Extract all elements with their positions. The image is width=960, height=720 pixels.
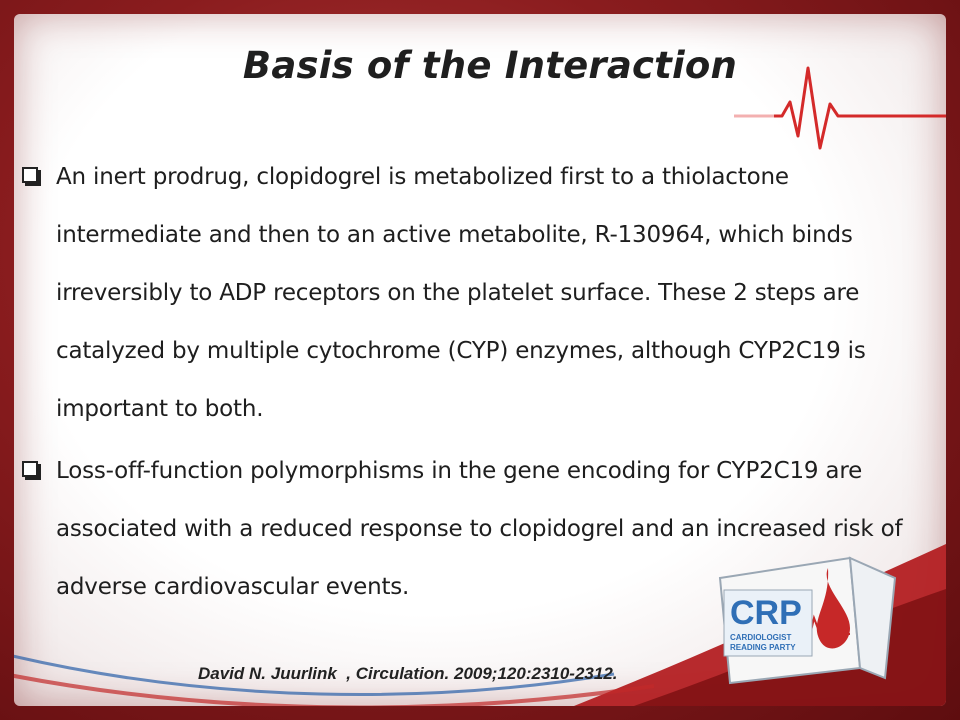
citation-text: David N. Juurlink , Circulation. 2009;120:2310-2312.	[198, 664, 618, 683]
logo-line2: READING PARTY	[730, 643, 796, 652]
bullet-list	[28, 148, 928, 616]
logo-line1: CARDIOLOGIST	[730, 633, 792, 642]
logo-acronym: CRP	[730, 594, 802, 632]
slide-title: Basis of the Interaction	[242, 44, 738, 87]
square-bullet-icon	[22, 167, 38, 183]
bullet-item	[28, 148, 928, 438]
bullet-text: An inert prodrug, clopidogrel is metabolized first to a thiolactone intermediate and then to an active metabolite, R-130964, which binds irreversibly to ADP receptors on the platelet surface. These 2 steps are catalyzed by multiple cytochrome (CYP) enzymes, although CYP2C19 is important to both.	[56, 164, 866, 422]
bullet-text: Loss-off-function polymorphisms in the gene encoding for CYP2C19 are associated with a reduced response to clopidogrel and an increased risk of adverse cardiovascular events.	[56, 458, 903, 600]
square-bullet-icon	[22, 461, 38, 477]
